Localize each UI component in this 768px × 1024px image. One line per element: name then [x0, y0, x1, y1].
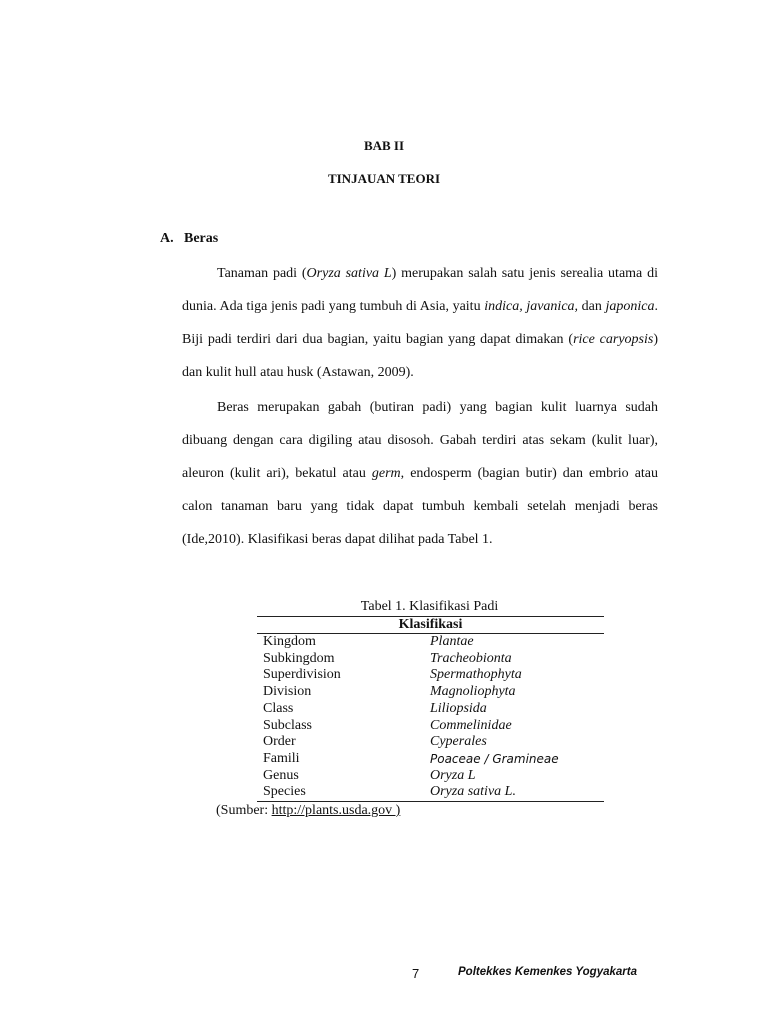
value-cell: Cyperales [430, 734, 487, 750]
value-cell: Oryza L [430, 767, 476, 783]
rank-cell: Division [263, 684, 312, 700]
paragraph-1-italic-b: indica, javanica, [484, 299, 579, 314]
chapter-title: TINJAUAN TEORI [327, 171, 441, 186]
source-prefix: (Sumber: [216, 803, 272, 818]
classification-table [257, 616, 604, 802]
value-cell: Oryza sativa L. [430, 784, 516, 800]
rank-cell: Genus [263, 767, 299, 783]
rank-cell: Class [263, 700, 294, 716]
table-row [257, 784, 604, 801]
paragraph-2-italic-a: germ [371, 466, 401, 481]
paragraph-2 [182, 391, 658, 556]
value-cell: Commelinidae [430, 717, 512, 733]
value-cell: Plantae [430, 634, 474, 649]
table-header: Klasifikasi [257, 617, 604, 634]
source-link[interactable]: http://plants.usda.gov ) [271, 803, 401, 818]
paragraph-1-italic-d: rice caryopsis [573, 332, 654, 347]
table-caption: Tabel 1. Klasifikasi Padi [360, 599, 499, 614]
section-title: Beras [184, 231, 219, 246]
rank-cell: Subkingdom [263, 650, 335, 666]
table-row [257, 634, 604, 651]
paragraph-1 [182, 257, 658, 389]
footer-institution: Poltekkes Kemenkes Yogyakarta [458, 966, 637, 978]
table-row [257, 751, 604, 768]
page-number: 7 [412, 966, 420, 981]
paragraph-1-text-a: Tanaman padi ( [217, 266, 307, 281]
chapter-number: BAB II [363, 138, 405, 153]
paragraph-1-text-b: ) merupakan salah satu jenis serealia utama di dunia. Ada tiga jenis padi yang tumbuh di Asia, yaitu [182, 266, 658, 314]
rank-cell: Species [263, 784, 306, 800]
section-heading [160, 231, 218, 247]
paragraph-1-italic-c: japonica [605, 299, 655, 314]
paragraph-1-italic-a: Oryza sativa L [306, 266, 392, 281]
table-row [257, 651, 604, 668]
paragraph-2-text-a: Beras merupakan gabah (butiran padi) yang bagian kulit luarnya sudah dibuang dengan cara digiling atau disosoh. Gabah terdiri atas sekam (kulit luar), aleuron (kulit ari), bekatul atau [182, 400, 658, 481]
table-row [257, 734, 604, 751]
value-cell: Liliopsida [430, 700, 487, 716]
section-letter: A. [160, 231, 174, 246]
value-cell: Spermathophyta [430, 667, 522, 683]
table-row [257, 667, 604, 684]
table-source [216, 803, 400, 819]
table-row [257, 701, 604, 718]
paragraph-2-text-b: , endosperm (bagian butir) dan embrio atau calon tanaman baru yang tidak dapat tumbuh kembali setelah menjadi beras (Ide,2010). Klasifikasi beras dapat dilihat pada Tabel 1. [182, 466, 659, 547]
paragraph-1-text-c: dan [578, 299, 606, 314]
paragraph-1-text-e: ) dan kulit hull atau husk (Astawan, 2009). [182, 332, 659, 380]
value-cell: Tracheobionta [430, 650, 512, 666]
table-row [257, 768, 604, 785]
value-cell: Magnoliophyta [430, 684, 516, 700]
table-row [257, 718, 604, 735]
value-cell: Poaceae / Gramineae [430, 751, 559, 766]
rank-cell: Famili [263, 750, 300, 766]
rank-cell: Superdivision [263, 667, 341, 683]
rank-cell: Subclass [263, 717, 312, 733]
rank-cell: Order [263, 734, 296, 750]
paragraph-1-text-d: . Biji padi terdiri dari dua bagian, yaitu bagian yang dapat dimakan ( [182, 299, 658, 347]
table-row [257, 684, 604, 701]
rank-cell: Kingdom [263, 634, 316, 649]
